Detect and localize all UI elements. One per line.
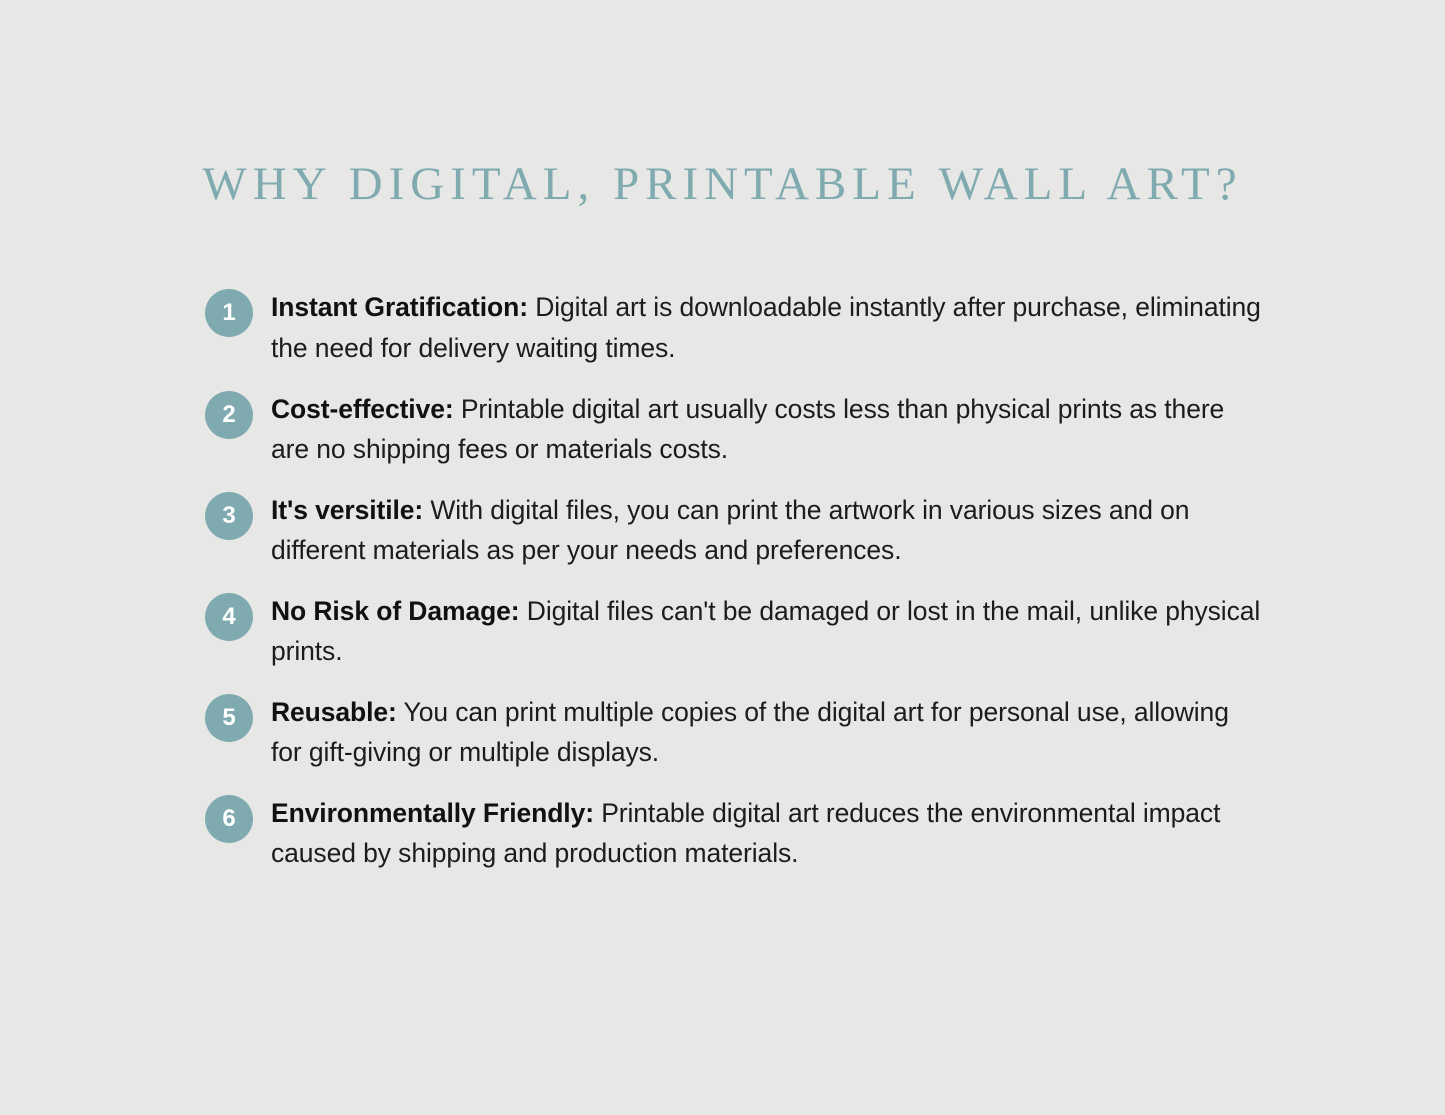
list-item-body: Printable digital art reduces the environmental impact caused by shipping and production materials. <box>271 797 1221 869</box>
list-item-lead: No Risk of Damage: <box>271 595 520 626</box>
list-item-text <box>271 383 1265 470</box>
list-item <box>205 585 1265 672</box>
list-item <box>205 787 1265 874</box>
benefits-list <box>205 281 1265 887</box>
list-item-text <box>271 281 1265 368</box>
list-item-number-badge: 1 <box>205 289 253 337</box>
list-item-number-badge: 5 <box>205 694 253 742</box>
list-item-body: Digital files can't be damaged or lost in the mail, unlike physical prints. <box>271 595 1261 667</box>
list-item-body: Printable digital art usually costs less than physical prints as there are no shipping fees or materials costs. <box>271 393 1225 465</box>
list-item-number-badge: 3 <box>205 492 253 540</box>
infographic-page <box>0 31 1445 1115</box>
list-item-lead: Reusable: <box>271 696 397 727</box>
list-item-number-badge: 2 <box>205 391 253 439</box>
list-item-body: With digital files, you can print the artwork in various sizes and on different materials as per your needs and preferences. <box>271 494 1190 566</box>
list-item <box>205 281 1265 368</box>
list-item <box>205 686 1265 773</box>
list-item-text <box>271 686 1265 773</box>
list-item-body: You can print multiple copies of the digital art for personal use, allowing for gift-giving or multiple displays. <box>271 696 1229 768</box>
list-item <box>205 383 1265 470</box>
list-item-lead: Cost-effective: <box>271 393 454 424</box>
list-item-text <box>271 787 1265 874</box>
list-item-number-badge: 6 <box>205 795 253 843</box>
page-title: WHY DIGITAL, PRINTABLE WALL ART? <box>202 158 1243 211</box>
list-item-number-badge: 4 <box>205 593 253 641</box>
list-item-body: Digital art is downloadable instantly after purchase, eliminating the need for delivery waiting times. <box>271 292 1261 364</box>
list-item-lead: Instant Gratification: <box>271 292 528 323</box>
list-item-lead: It's versitile: <box>271 494 424 525</box>
list-item <box>205 484 1265 571</box>
list-item-lead: Environmentally Friendly: <box>271 797 594 828</box>
list-item-text <box>271 484 1265 571</box>
list-item-text <box>271 585 1265 672</box>
